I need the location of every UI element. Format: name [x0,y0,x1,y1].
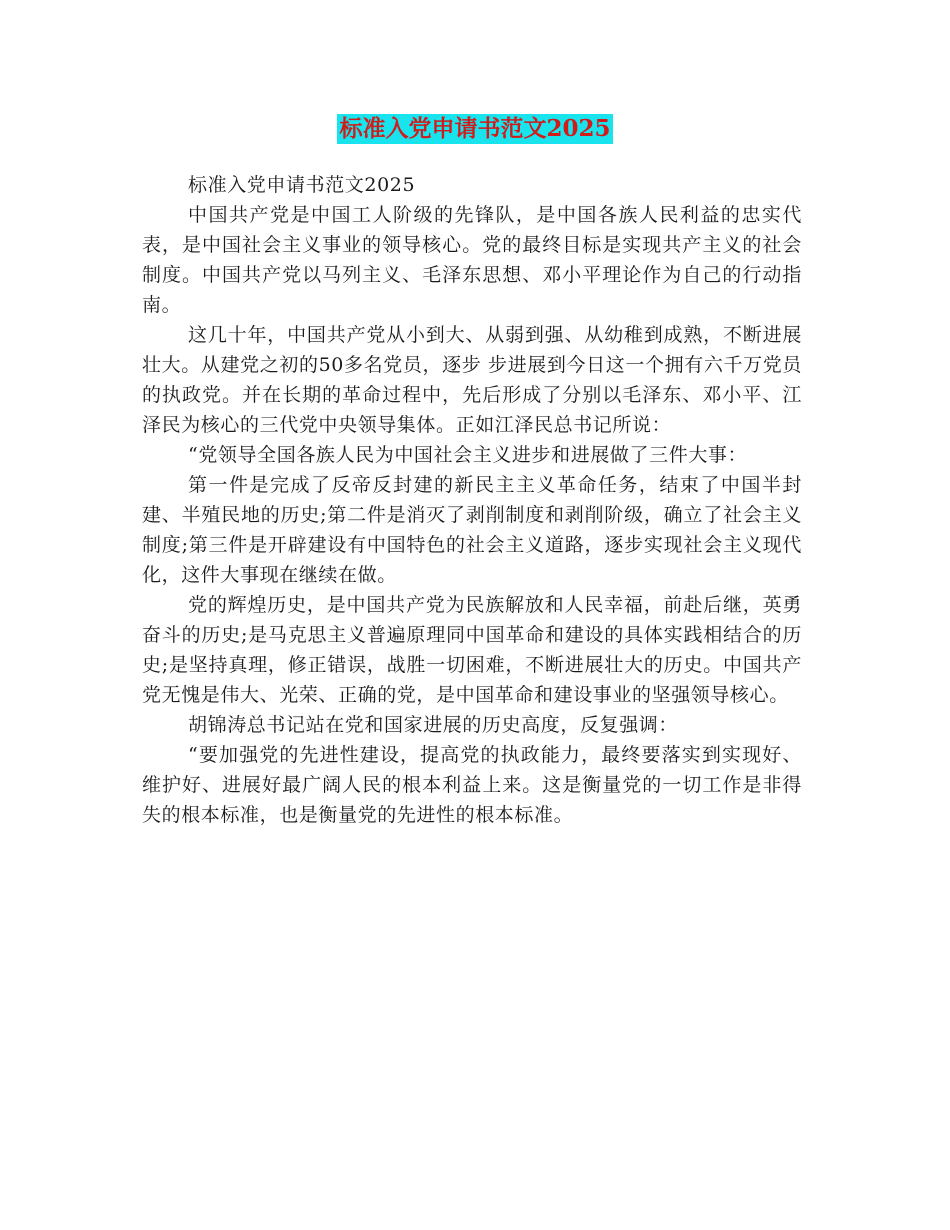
document-title: 标准入党申请书范文2025 [339,115,611,142]
paragraph: 第一件是完成了反帝反封建的新民主主义革命任务，结束了中国半封建、半殖民地的历史;第二件是消灭了剥削制度和剥削阶级，确立了社会主义制度;第三件是开辟建设有中国特色的社会主义道路，逐步实现社会主义现代化，这件大事现在继续在做。 [142,474,802,586]
quote-paragraph: “党领导全国各族人民为中国社会主义进步和进展做了三件大事： [188,444,748,466]
paragraph: 胡锦涛总书记站在党和国家进展的历史高度，反复强调： [188,714,679,736]
document-body [142,170,802,830]
title-container [0,114,950,144]
paragraph: 中国共产党是中国工人阶级的先锋队，是中国各族人民利益的忠实代表，是中国社会主义事业的领导核心。党的最终目标是实现共产主义的社会制度。中国共产党以马列主义、毛泽东思想、邓小平理论作为自己的行动指南。 [142,204,802,316]
paragraph-subtitle: 标准入党申请书范文2025 [188,174,416,196]
paragraph: 党的辉煌历史，是中国共产党为民族解放和人民幸福，前赴后继，英勇奋斗的历史;是马克思主义普遍原理同中国革命和建设的具体实践相结合的历史;是坚持真理，修正错误，战胜一切困难，不断进展壮大的历史。中国共产党无愧是伟大、光荣、正确的党，是中国革命和建设事业的坚强领导核心。 [142,594,802,706]
quote-paragraph: “要加强党的先进性建设，提高党的执政能力，最终要落实到实现好、维护好、进展好最广阔人民的根本利益上来。这是衡量党的一切工作是非得失的根本标准，也是衡量党的先进性的根本标准。 [142,744,802,826]
paragraph: 这几十年，中国共产党从小到大、从弱到强、从幼稚到成熟，不断进展壮大。从建党之初的50多名党员，逐步 步进展到今日这一个拥有六千万党员的执政党。并在长期的革命过程中，先后形成了分别以毛泽东、邓小平、江泽民为核心的三代党中央领导集体。正如江泽民总书记所说： [142,324,802,436]
